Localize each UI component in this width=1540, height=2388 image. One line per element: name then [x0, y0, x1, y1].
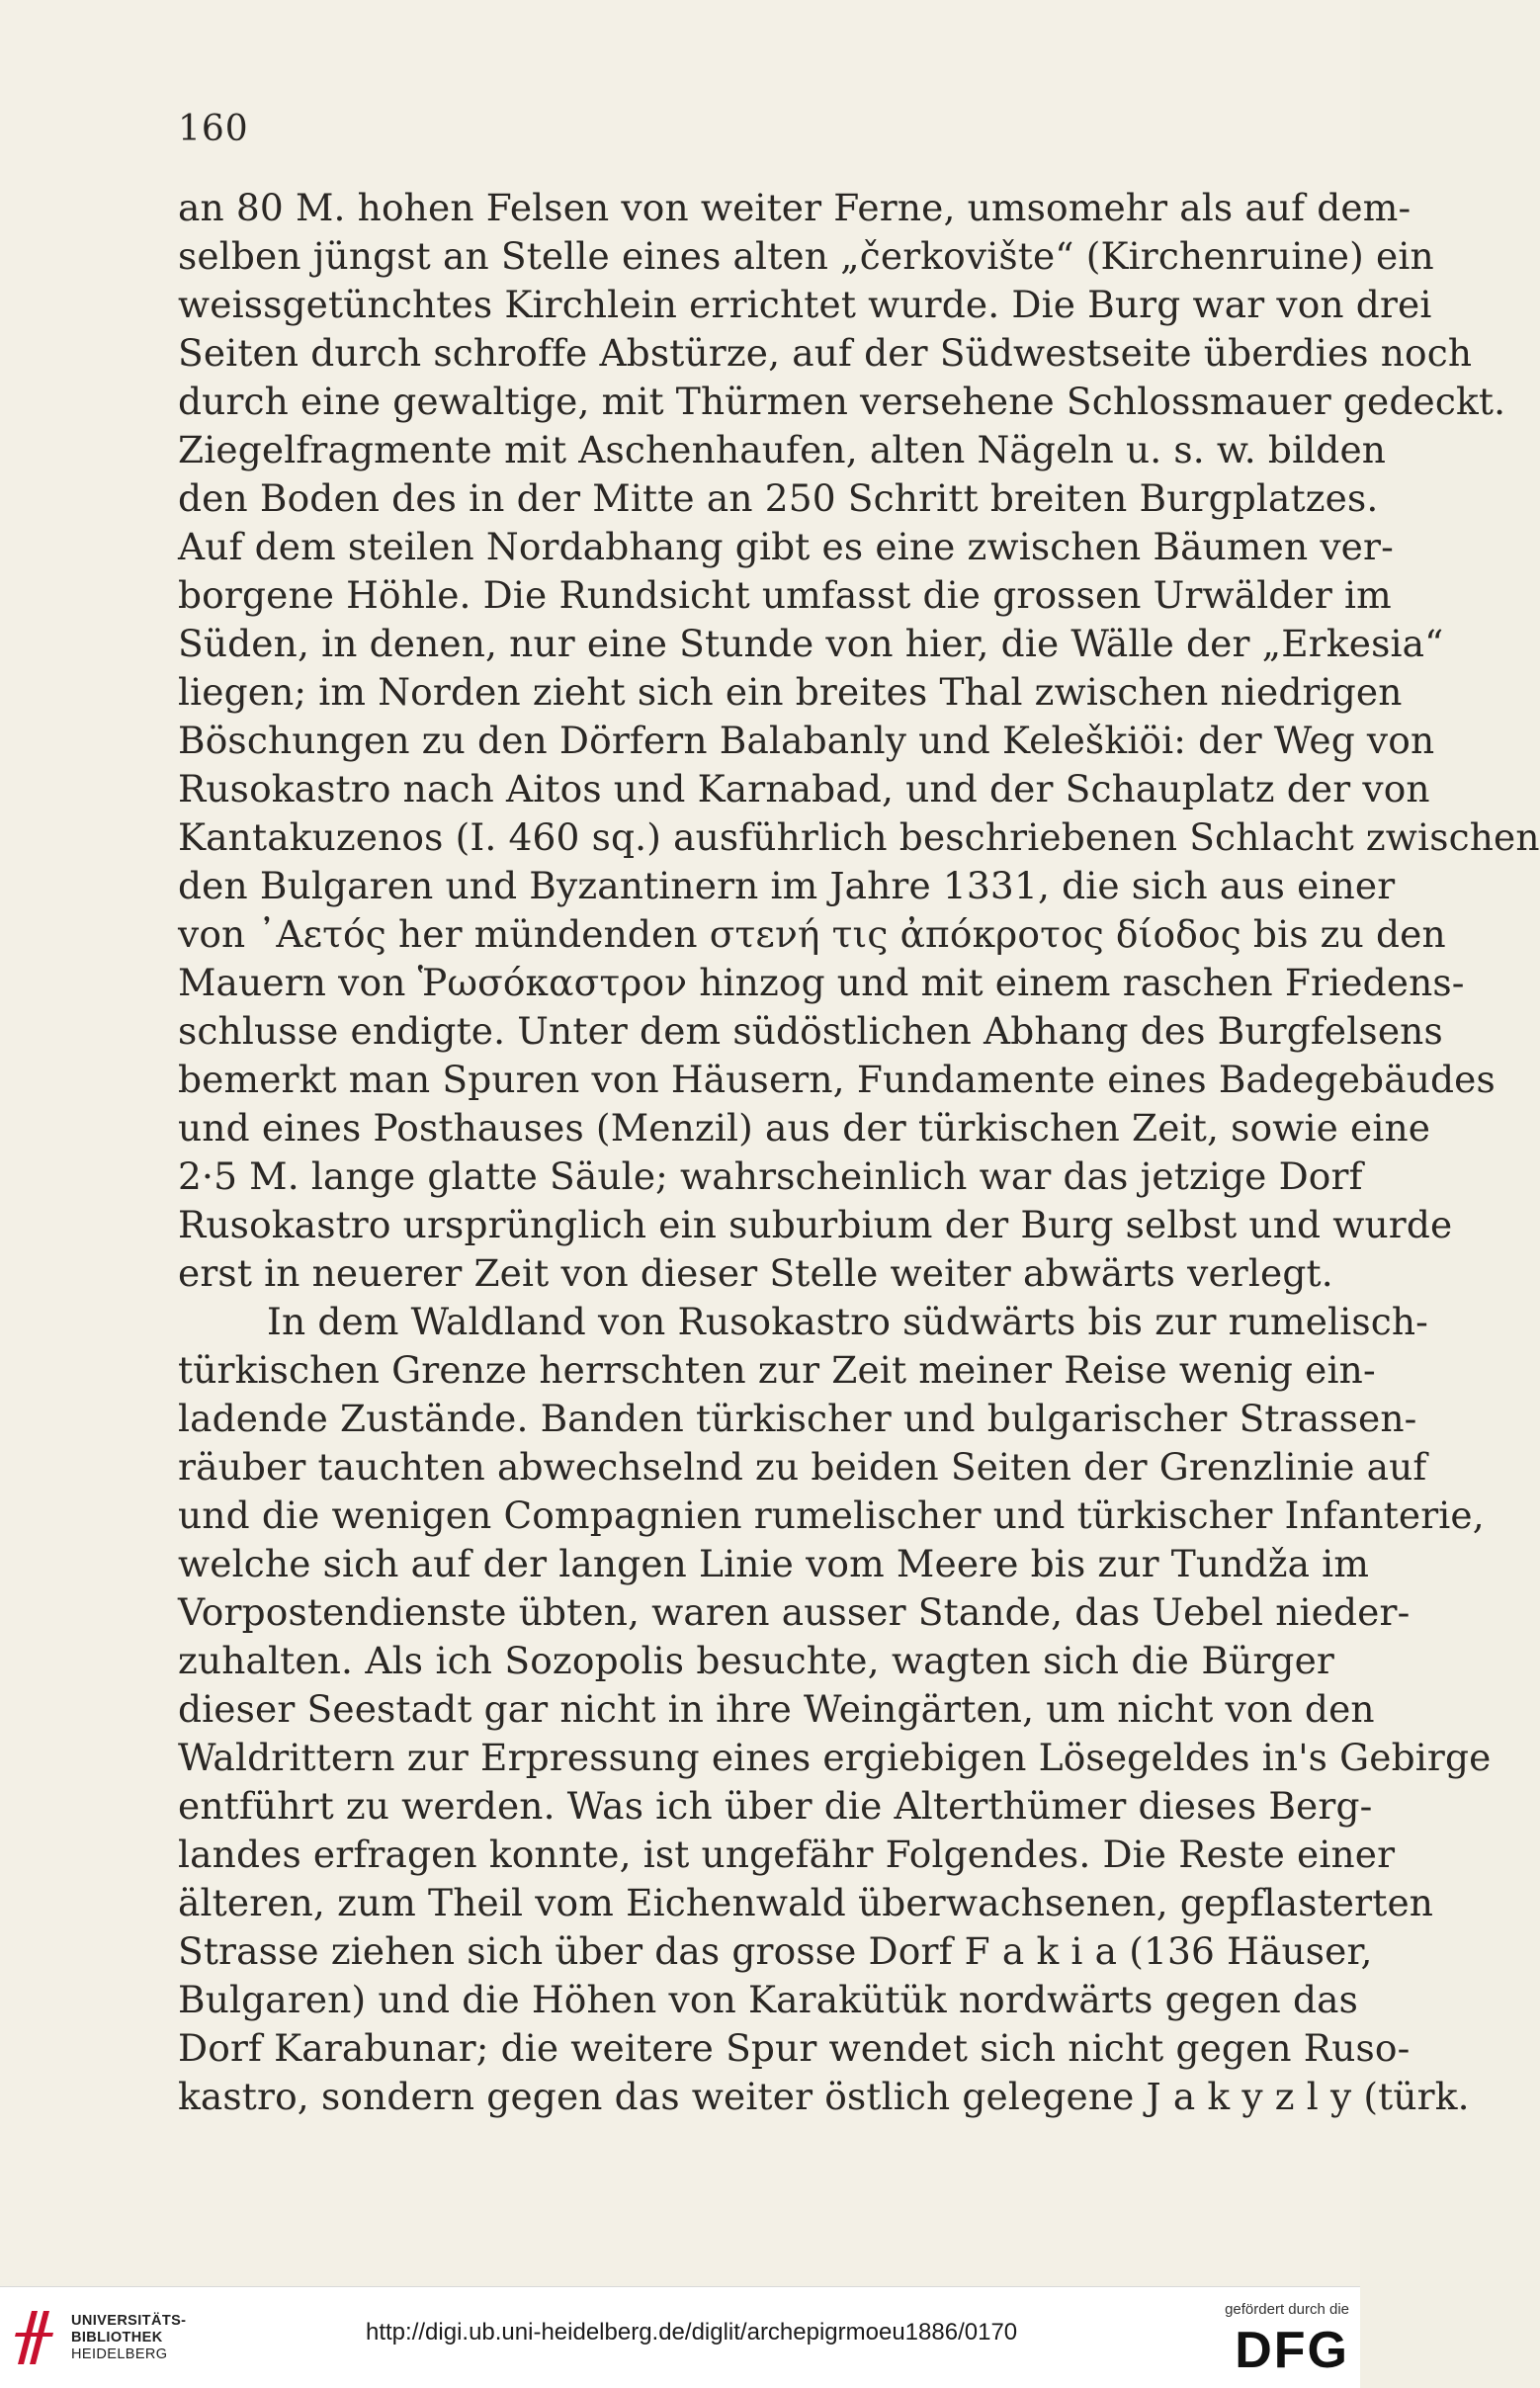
text-line: welche sich auf der langen Linie vom Meere bis zur Tundža im [178, 1542, 1370, 1585]
text-line: weissgetünchtes Kirchlein errichtet wurde. Die Burg war von drei [178, 283, 1432, 326]
library-logo-text [71, 2313, 186, 2363]
text-line: selben jüngst an Stelle eines alten „čerkovište“ (Kirchenruine) ein [178, 234, 1434, 278]
page-number: 160 [178, 109, 249, 149]
text-line: zuhalten. Als ich Sozopolis besuchte, wagten sich die Bürger [178, 1639, 1334, 1682]
text-line: Auf dem steilen Nordabhang gibt es eine zwischen Bäumen ver- [178, 525, 1394, 568]
text-line: Dorf Karabunar; die weitere Spur wendet sich nicht gegen Ruso- [178, 2026, 1411, 2070]
text-line: von ᾿Αετός her mündenden στενή τις ἀπόκροτος δίοδος bis zu den [178, 912, 1446, 956]
text-line: Süden, in denen, nur eine Stunde von hier, die Wälle der „Erkesia“ [178, 622, 1444, 665]
body-text [178, 184, 1540, 2121]
text-line: räuber tauchten abwechselnd zu beiden Seiten der Grenzlinie auf [178, 1445, 1427, 1489]
text-line: dieser Seestadt gar nicht in ihre Weingärten, um nicht von den [178, 1687, 1375, 1731]
text-line: Mauern von Ῥωσόκαστρον hinzog und mit einem raschen Friedens- [178, 961, 1465, 1004]
text-line: Waldrittern zur Erpressung eines ergiebigen Lösegeldes in's Gebirge [178, 1736, 1492, 1779]
text-line: älteren, zum Theil vom Eichenwald überwachsenen, gepflasterten [178, 1881, 1434, 1924]
text-line: Strasse ziehen sich über das grosse Dorf F a k i a (136 Häuser, [178, 1929, 1373, 1973]
text-line: entführt zu werden. Was ich über die Alterthümer dieses Berg- [178, 1784, 1373, 1828]
text-line: landes erfragen konnte, ist ungefähr Folgendes. Die Reste einer [178, 1833, 1396, 1876]
text-line: und die wenigen Compagnien rumelischer und türkischer Infanterie, [178, 1493, 1485, 1537]
text-line: borgene Höhle. Die Rundsicht umfasst die grossen Urwälder im [178, 573, 1392, 617]
logo-line: UNIVERSITÄTS- [71, 2313, 187, 2329]
text-line: Rusokastro nach Aitos und Karnabad, und der Schauplatz der von [178, 767, 1430, 810]
text-line: Seiten durch schroffe Abstürze, auf der Südwestseite überdies noch [178, 331, 1473, 375]
text-line: kastro, sondern gegen das weiter östlich gelegene J a k y z l y (türk. [178, 2075, 1470, 2118]
text-line: erst in neuerer Zeit von dieser Stelle weiter abwärts verlegt. [178, 1251, 1333, 1295]
text-line: und eines Posthauses (Menzil) aus der türkischen Zeit, sowie eine [178, 1106, 1431, 1150]
text-line: Kantakuzenos (I. 460 sq.) ausführlich beschriebenen Schlacht zwischen [178, 815, 1540, 859]
text-line: schlusse endigte. Unter dem südöstlichen Abhang des Burgfelsens [178, 1009, 1443, 1053]
dfg-logo: DFG [1235, 2322, 1349, 2379]
text-line: 2·5 M. lange glatte Säule; wahrscheinlich war das jetzige Dorf [178, 1154, 1363, 1198]
text-line: liegen; im Norden zieht sich ein breites Thal zwischen niedrigen [178, 670, 1403, 714]
text-line: an 80 M. hohen Felsen von weiter Ferne, umsomehr als auf dem- [178, 186, 1412, 229]
text-line: bemerkt man Spuren von Häusern, Fundamente eines Badegebäudes [178, 1058, 1496, 1101]
funding-caption: gefördert durch die [1225, 2301, 1349, 2318]
logo-line: HEIDELBERG [71, 2346, 168, 2362]
text-line: Böschungen zu den Dörfern Balabanly und Keleškiöi: der Weg von [178, 719, 1435, 762]
text-line: ladende Zustände. Banden türkischer und bulgarischer Strassen- [178, 1397, 1417, 1440]
library-logo-icon [14, 2303, 55, 2370]
text-line: den Boden des in der Mitte an 250 Schritt breiten Burgplatzes. [178, 476, 1379, 520]
text-line: Vorpostendienste übten, waren ausser Stande, das Uebel nieder- [178, 1590, 1411, 1634]
page-url-link[interactable]: http://digi.ub.uni-heidelberg.de/diglit/archepigrmoeu1886/0170 [366, 2319, 1018, 2345]
text-line: Ziegelfragmente mit Aschenhaufen, alten Nägeln u. s. w. bilden [178, 428, 1387, 471]
text-line: Bulgaren) und die Höhen von Karakütük nordwärts gegen das [178, 1978, 1359, 2021]
text-line: Rusokastro ursprünglich ein suburbium der Burg selbst und wurde [178, 1203, 1453, 1246]
text-line: In dem Waldland von Rusokastro südwärts bis zur rumelisch- [267, 1300, 1429, 1343]
text-line: türkischen Grenze herrschten zur Zeit meiner Reise wenig ein- [178, 1348, 1376, 1392]
logo-line: BIBLIOTHEK [71, 2330, 163, 2345]
text-line: den Bulgaren und Byzantinern im Jahre 1331, die sich aus einer [178, 864, 1396, 907]
text-line: durch eine gewaltige, mit Thürmen versehene Schlossmauer gedeckt. [178, 380, 1506, 423]
